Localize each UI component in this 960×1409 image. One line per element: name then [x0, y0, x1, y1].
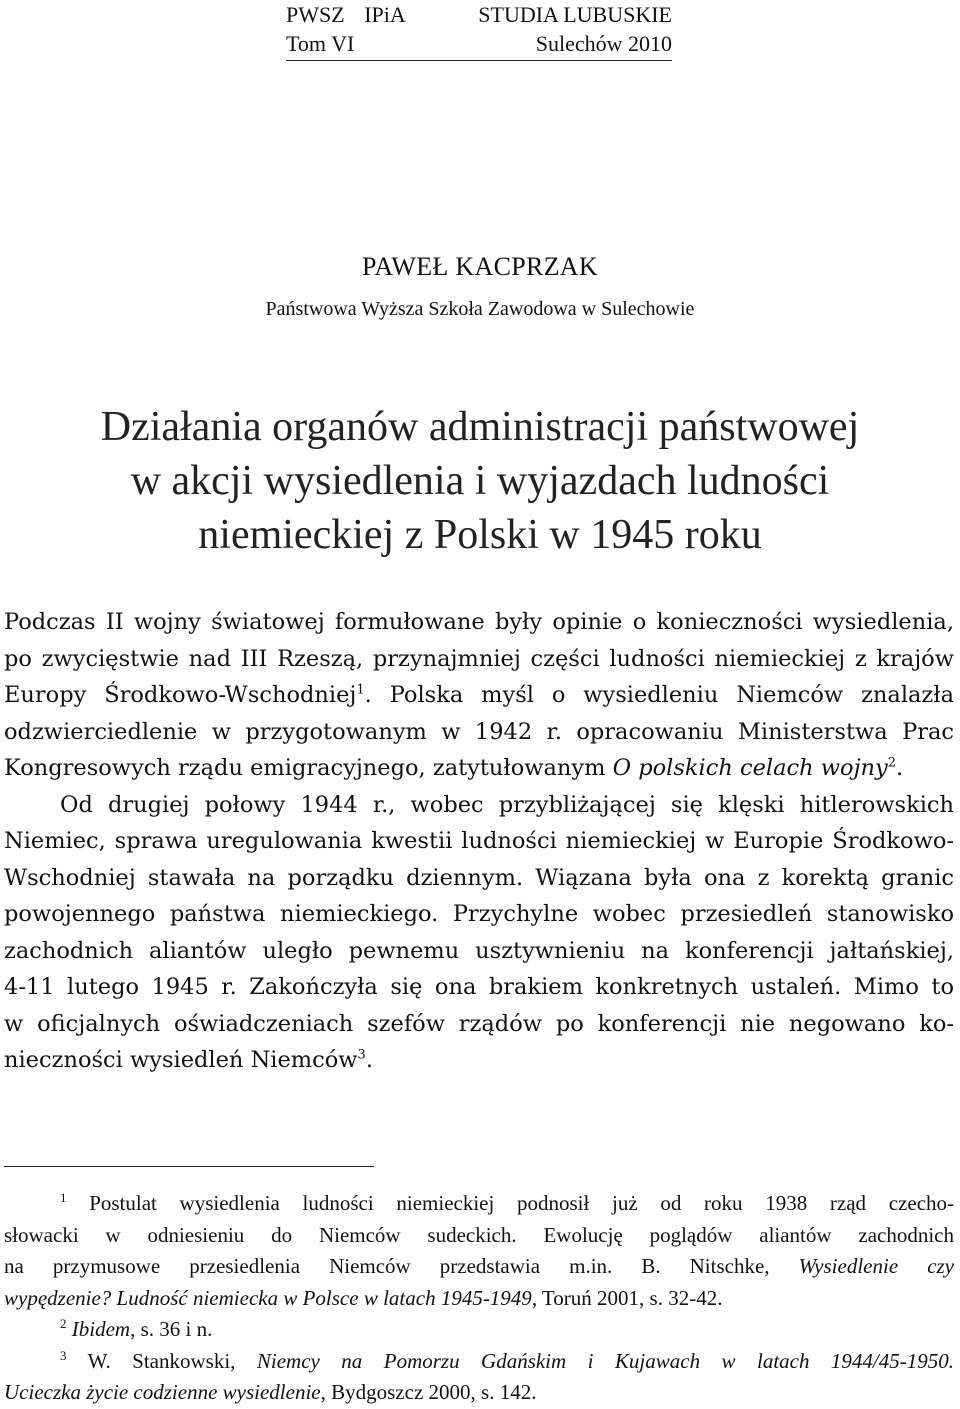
header-institute: IPiA: [364, 2, 406, 27]
body-line: Od drugiej połowy 1944 r., wobec przybliżającej się klęski hitlerowskich: [60, 791, 954, 818]
body-line: zachodnich aliantów uległo pewnemu usztywnieniu na konferencji jałtańskiej,: [4, 937, 954, 964]
footnotes: [4, 1188, 954, 1409]
cited-title: O polskich celach wojny: [612, 755, 888, 781]
author-name: PAWEŁ KACPRZAK: [362, 252, 598, 281]
body-text: [4, 604, 954, 1079]
body-line: Kongresowych rządu emigracyjnego, zatytułowanym O polskich celach wojny$^2$.: [4, 755, 904, 781]
body-line: w oficjalnych oświadczeniach szefów rządów po konferencji nie negowano ko-: [4, 1010, 954, 1037]
header-place-year: Sulechów 2010: [535, 31, 672, 56]
body-line: nieczności wysiedleń Niemców$^3$.: [4, 1047, 373, 1073]
footnote-line: Ucieczka życie codzienne wysiedlenie, Bydgoszcz 2000, s. 142.: [4, 1380, 537, 1404]
footnote-line: na przymusowe przesiedlenia Niemców przedstawia m.in. B. Nitschke, Wysiedlenie czy: [4, 1254, 955, 1278]
body-line: Europy Środkowo-Wschodniej$^1$. Polska myśl o wysiedleniu Niemców znalazła: [4, 682, 954, 708]
footnote-ref[interactable]: 3: [357, 1047, 366, 1063]
header-volume: Tom VI: [286, 31, 355, 56]
footnote-line: słowacki w odniesieniu do Niemców sudeckich. Ewolucję poglądów aliantów zachodnich: [4, 1222, 954, 1247]
footnote-number: 2: [60, 1316, 67, 1331]
body-line: Wschodniej stawała na porządku dziennym. Wiązana była ona z korektą granic: [4, 864, 954, 891]
header-publisher: PWSZ: [286, 2, 345, 27]
running-header: [286, 0, 672, 58]
author-affiliation: Państwowa Wyższa Szkoła Zawodowa w Sulechowie: [265, 298, 695, 320]
body-line: Niemiec, sprawa uregulowania kwestii ludności niemieckiej w Europie Środkowo-: [4, 828, 954, 854]
footnote-rule: [4, 1166, 374, 1167]
title-line: niemieckiej z Polski w 1945 roku: [198, 512, 762, 558]
footnote-line: $^1$ Postulat wysiedlenia ludności niemieckiej podnosił już od roku 1938 rząd czecho-: [60, 1190, 955, 1215]
body-line: odzwierciedlenie w przygotowanym w 1942 r. opracowaniu Ministerstwa Prac: [4, 718, 954, 745]
body-line: powojennego państwa niemieckiego. Przychylne wobec przesiedleń stanowisko: [4, 901, 954, 927]
footnote-line: $^2$ Ibidem, s. 36 i n.: [60, 1316, 213, 1341]
footnote-ref[interactable]: 1: [356, 682, 365, 698]
footnote-line: wypędzenie? Ludność niemiecka w Polsce w latach 1945-1949, Toruń 2001, s. 32-42.: [4, 1285, 723, 1310]
header-rule: [286, 60, 672, 61]
footnote-line: $^3$ W. Stankowski, Niemcy na Pomorzu Gdańskim i Kujawach w latach 1944/45-1950.: [60, 1347, 954, 1373]
footnote-number: 1: [60, 1190, 67, 1205]
footnote-number: 3: [60, 1347, 67, 1363]
footnote-ref[interactable]: 2: [887, 755, 897, 771]
title-line: Działania organów administracji państwowej: [100, 404, 860, 450]
body-line: Podczas II wojny światowej formułowane były opinie o konieczności wysiedlenia,: [4, 609, 954, 635]
header-journal: STUDIA LUBUSKIE: [478, 2, 672, 27]
body-line: 4-11 lutego 1945 r. Zakończyła się ona brakiem konkretnych ustaleń. Mimo to: [4, 974, 954, 1000]
body-line: po zwycięstwie nad III Rzeszą, przynajmniej części ludności niemieckiej z krajów: [4, 645, 954, 672]
article-title: [0, 400, 960, 562]
title-line: w akcji wysiedlenia i wyjazdach ludności: [130, 458, 830, 504]
